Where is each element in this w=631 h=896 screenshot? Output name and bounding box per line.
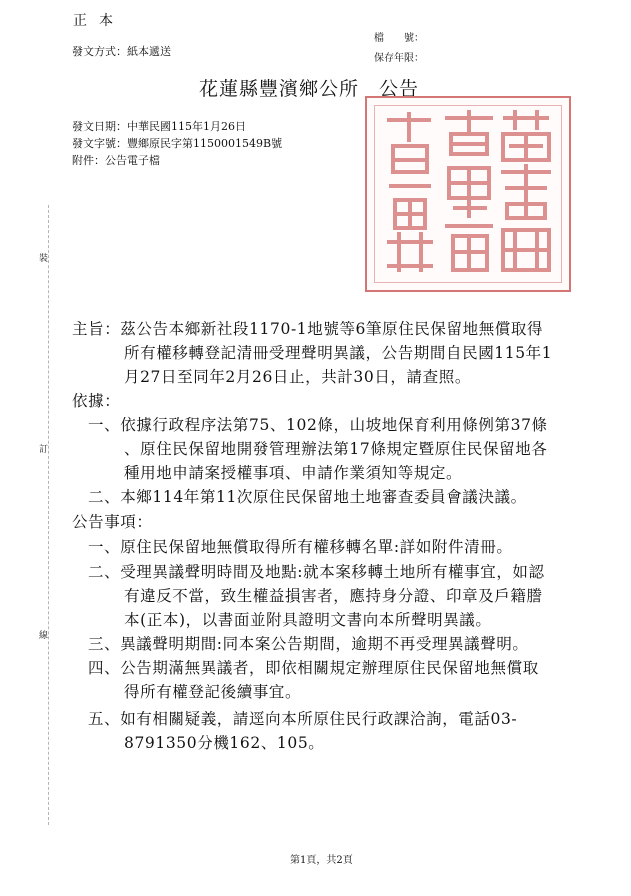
retention-period-label: 保存年限：: [374, 53, 424, 64]
basis-line-2: 、原住民保留地開發管理辦法第17條規定暨原住民保留地各: [124, 440, 548, 458]
subject-line-1: 主旨：茲公告本鄉新社段1170-1地號等6筆原住民保留地無償取得: [72, 320, 544, 338]
document-number: 發文字號：豐鄉原民字第1150001549B號: [72, 137, 283, 150]
notice-line-4: 本(正本)，以書面並附具證明文書向本所聲明異議。: [124, 611, 492, 629]
page-number: 第1頁，共2頁: [290, 855, 353, 866]
issue-date: 發文日期：中華民國115年1月26日: [72, 120, 246, 133]
seal-glyph-pattern: [375, 106, 561, 282]
basis-line-3: 種用地申請案授權事項、申請作業須知等規定。: [124, 464, 463, 482]
notice-line-1: 一、原住民保留地無償取得所有權移轉名單:詳如附件清冊。: [88, 538, 513, 556]
notice-line-3: 有違反不當，致生權益損害者，應持身分證、印章及戶籍謄: [124, 587, 543, 605]
attachment-line: 附件：公告電子檔: [72, 154, 160, 167]
subject-line-3: 月27日至同年2月26日止，共計30日，請查照。: [124, 368, 471, 386]
basis-line-4: 二、本鄉114年第11次原住民保留地土地審查委員會議決議。: [88, 488, 527, 506]
notice-line-5: 三、異議聲明期間:同本案公告期間，逾期不再受理異議聲明。: [88, 635, 529, 653]
notice-line-7: 得所有權登記後續事宜。: [124, 683, 302, 701]
notice-line-8: 五、如有相關疑義，請逕向本所原住民行政課洽詢，電話03-: [88, 710, 518, 728]
notice-line-6: 四、公告期滿無異議者，即依相關規定辦理原住民保留地無償取: [88, 659, 539, 677]
official-seal-inner-border: [374, 105, 562, 283]
file-number-label: 檔 號：: [374, 33, 424, 44]
notice-line-9: 8791350分機162、105。: [124, 734, 325, 752]
basis-line-1: 一、依據行政程序法第75、102條，山坡地保育利用條例第37條: [88, 416, 548, 434]
basis-label: 依據：: [72, 392, 121, 410]
notice-label: 公告事項：: [72, 513, 153, 531]
official-seal: [365, 96, 571, 292]
margin-mark-line: 線: [39, 627, 48, 642]
copy-type-label: 正本: [73, 13, 125, 29]
notice-line-2: 二、受理異議聲明時間及地點:就本案移轉土地所有權事宜，如認: [88, 563, 545, 581]
binding-line: [48, 205, 49, 825]
page-title: 花蓮縣豐濱鄉公所 公告: [199, 78, 420, 100]
margin-mark-staple: 訂: [39, 441, 48, 456]
margin-mark-bind: 裝: [39, 250, 48, 265]
send-method: 發文方式：紙本遞送: [72, 45, 171, 58]
subject-line-2: 所有權移轉登記清冊受理聲明異議，公告期間自民國115年1: [124, 344, 553, 362]
